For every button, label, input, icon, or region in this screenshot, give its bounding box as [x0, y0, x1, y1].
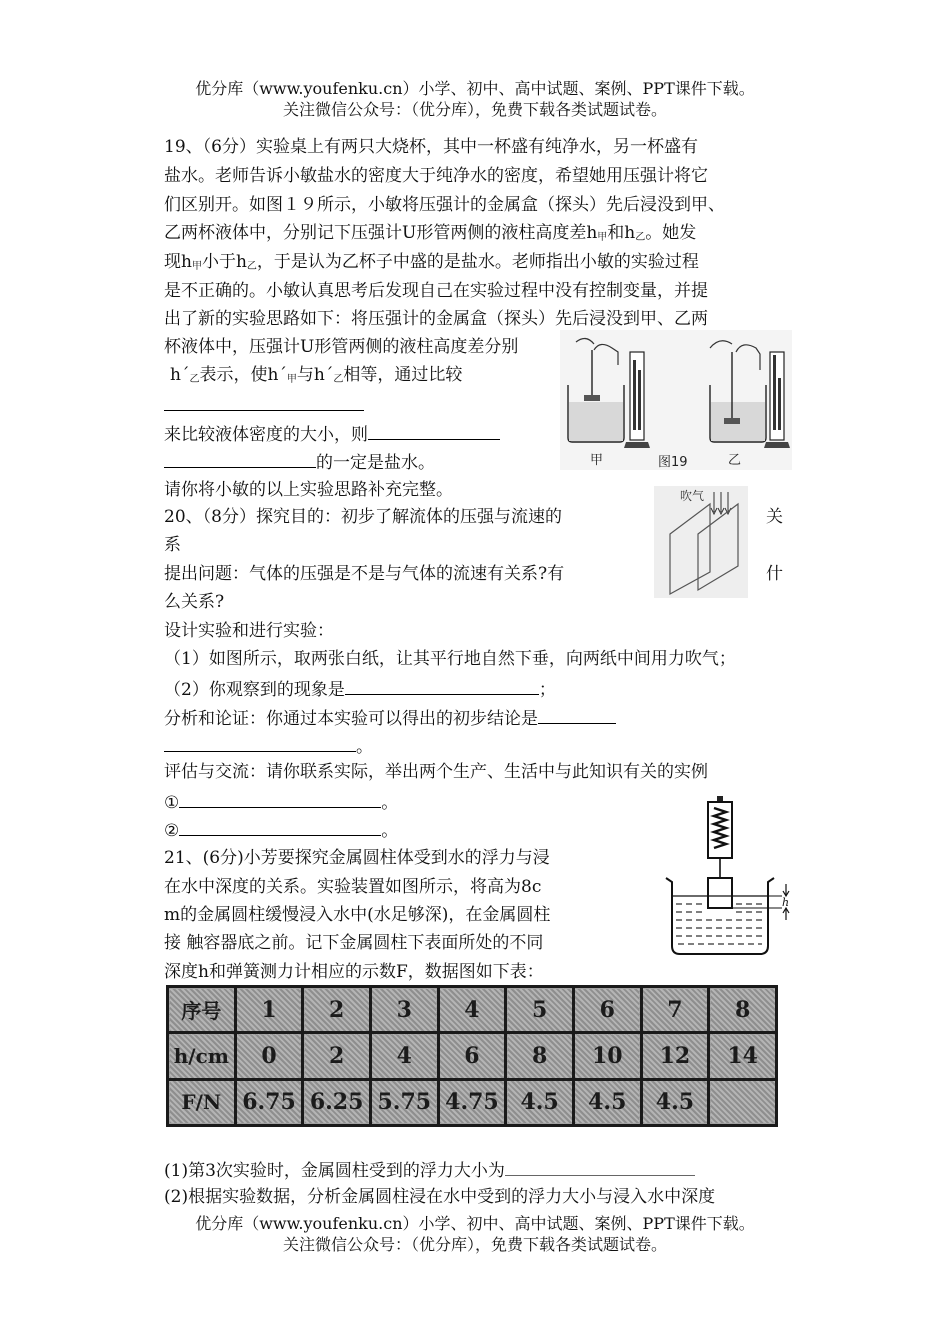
table-cell: 12	[641, 1033, 709, 1079]
q20-l11a: ①	[164, 793, 180, 813]
q20-line-8	[164, 705, 616, 731]
q21-line-4: 接 触容器底之前。记下金属圆柱下表面所处的不同	[164, 933, 544, 953]
figure-caption: 图19	[658, 455, 688, 470]
q20-l8: 分析和论证：你通过本实验可以得出的初步结论是	[164, 709, 538, 729]
answer-blank[interactable]	[179, 789, 381, 808]
answer-blank[interactable]	[164, 733, 356, 752]
q19-line-6: 是不正确的。小敏认真思考后发现自己在实验过程中没有控制变量，并提	[164, 281, 708, 301]
q21-line-3: m的金属圆柱缓慢浸入水中(水足够深)，在金属圆柱	[164, 905, 551, 925]
q19-line-1: 19、（6分）实验桌上有两只大烧杯，其中一杯盛有纯净水，另一杯盛有	[164, 137, 698, 157]
figure-label-jia: 甲	[590, 453, 604, 468]
answer-blank[interactable]	[538, 705, 616, 724]
q21-sub-1	[164, 1157, 695, 1183]
q20-line-2: 系	[164, 535, 181, 555]
blow-label: 吹气	[680, 489, 705, 503]
q20-line-4: 么关系?	[164, 592, 225, 612]
table-row	[168, 1033, 777, 1079]
q19-line-11	[164, 421, 500, 447]
q19-l5b: 小于h	[201, 252, 247, 272]
q19-l4b: 和h	[607, 223, 636, 243]
table-row	[168, 1079, 777, 1125]
q19-line-7: 出了新的实验思路如下：将压强计的金属盒（探头）先后浸没到甲、乙两	[164, 309, 708, 329]
sub-yi: 乙	[189, 374, 200, 385]
sub-jia: 甲	[286, 374, 297, 385]
q19-l9c: 与h´	[296, 365, 334, 385]
table-cell	[709, 1079, 777, 1125]
q19-line-10	[164, 392, 364, 418]
table-cell: 2	[303, 987, 371, 1033]
q20-line-12	[164, 817, 398, 843]
table-cell: 7	[641, 987, 709, 1033]
q20-line-3-end: 什	[766, 564, 783, 584]
q20-line-3: 提出问题：气体的压强是不是与气体的流速有关系?有	[164, 564, 565, 584]
q21-line-1: 21、(6分)小芳要探究金属圆柱体受到水的浮力与浸	[164, 848, 550, 868]
table-row	[168, 987, 777, 1033]
table-cell: 序号	[168, 987, 236, 1033]
header-line-2: 关注微信公众号：（优分库），免费下载各类试题试卷。	[282, 100, 667, 119]
q20-line-1-end: 关	[766, 507, 783, 527]
answer-blank[interactable]	[179, 817, 381, 836]
q19-line-5	[164, 250, 699, 279]
q19-l9b: 表示，使h´	[199, 365, 287, 385]
table-cell: 4.5	[641, 1079, 709, 1125]
q19-line-12	[164, 449, 435, 475]
data-table	[166, 985, 778, 1127]
footer-line-2: 关注微信公众号：（优分库），免费下载各类试题试卷。	[282, 1235, 667, 1254]
q20-l12a: ②	[164, 821, 180, 841]
table-cell: 6.25	[303, 1079, 371, 1125]
metal-cylinder-icon	[708, 878, 732, 908]
header-line-1: 优分库（www.youfenku.cn）小学、初中、高中试题、案例、PPT课件下载。	[195, 79, 755, 98]
q20-line-1: 20、（8分）探究目的：初步了解流体的压强与流速的	[164, 507, 562, 527]
sub-jia: 甲	[597, 232, 608, 243]
q20-line-6: （1）如图所示，取两张白纸，让其平行地自然下垂，向两纸中间用力吹气；	[164, 649, 736, 669]
q20-l7b: ；	[538, 680, 556, 700]
q21-s1: (1)第3次实验时，金属圆柱受到的浮力大小为	[164, 1161, 505, 1181]
q20-l11b: 。	[381, 793, 399, 813]
q19-line-3: 们区别开。如图１９所示，小敏将压强计的金属盒（探头）先后浸没到甲、	[164, 195, 725, 215]
table-cell: 14	[709, 1033, 777, 1079]
q20-line-7	[164, 676, 556, 702]
q20-line-9	[164, 733, 373, 759]
q20-l7a: （2）你观察到的现象是	[164, 680, 345, 700]
figure-label-yi: 乙	[728, 453, 742, 468]
q19-l9a: h´	[170, 365, 190, 385]
table-cell: 6	[438, 1033, 506, 1079]
figure-spring-scale	[664, 796, 798, 976]
footer-line-1: 优分库（www.youfenku.cn）小学、初中、高中试题、案例、PPT课件下载。	[195, 1214, 755, 1233]
table-cell: 3	[370, 987, 438, 1033]
q19-l12: 的一定是盐水。	[316, 453, 435, 473]
answer-blank[interactable]	[164, 392, 364, 411]
q20-l12b: 。	[381, 821, 399, 841]
table-cell: 4	[438, 987, 506, 1033]
figure-19-pressure-gauge	[560, 330, 792, 470]
q19-line-4	[164, 221, 696, 250]
q21-line-5: 深度h和弹簧测力计相应的示数F，数据图如下表：	[164, 962, 544, 982]
table-cell: 5.75	[370, 1079, 438, 1125]
table-cell: 4.75	[438, 1079, 506, 1125]
answer-blank[interactable]	[345, 676, 539, 695]
q19-line-9	[170, 363, 462, 392]
q19-line-2: 盐水。老师告诉小敏盐水的密度大于纯净水的密度，希望她用压强计将它	[164, 166, 708, 186]
depth-label: h	[782, 896, 790, 909]
sub-yi: 乙	[333, 374, 344, 385]
table-cell: 4.5	[573, 1079, 641, 1125]
sub-yi: 乙	[246, 261, 257, 272]
q19-line-8: 杯液体中，压强计U形管两侧的液柱高度差分别	[164, 337, 519, 357]
table-cell: 4	[370, 1033, 438, 1079]
q19-l4c: 。她发	[645, 223, 697, 243]
table-cell: 8	[506, 1033, 574, 1079]
q20-line-10: 评估与交流：请你联系实际，举出两个生产、生活中与此知识有关的实例	[164, 762, 708, 782]
u-tube-icon	[630, 352, 644, 440]
q19-l9d: 相等，通过比较	[343, 365, 463, 385]
q19-l5c: ，于是认为乙杯子中盛的是盐水。老师指出小敏的实验过程	[256, 252, 699, 272]
answer-blank[interactable]	[164, 449, 316, 468]
q20-l9: 。	[356, 737, 373, 757]
answer-blank[interactable]	[368, 421, 500, 440]
table-cell: F/N	[168, 1079, 236, 1125]
table-cell: 1	[235, 987, 303, 1033]
u-tube-icon	[770, 352, 784, 440]
q20-line-5: 设计实验和进行实验：	[164, 621, 334, 641]
table-cell: 6	[573, 987, 641, 1033]
q21-sub-2: (2)根据实验数据，分析金属圆柱浸在水中受到的浮力大小与浸入水中深度	[164, 1187, 716, 1207]
table-cell: 8	[709, 987, 777, 1033]
q19-line-13: 请你将小敏的以上实验思路补充完整。	[164, 480, 453, 500]
table-cell: 4.5	[506, 1079, 574, 1125]
q19-l4a: 乙两杯液体中，分别记下压强计U形管两侧的液柱高度差h	[164, 223, 598, 243]
sub-jia: 甲	[191, 261, 202, 272]
q20-line-11	[164, 789, 398, 815]
table-cell: 2	[303, 1033, 371, 1079]
table-cell: 0	[235, 1033, 303, 1079]
table-cell: 10	[573, 1033, 641, 1079]
figure-paper-blowing	[654, 486, 748, 598]
table-cell: 5	[506, 987, 574, 1033]
answer-blank[interactable]	[505, 1157, 695, 1176]
q21-line-2: 在水中深度的关系。实验装置如图所示，将高为8c	[164, 877, 542, 897]
page-footer	[0, 1213, 950, 1255]
q19-l5a: 现h	[164, 252, 192, 272]
page-header	[0, 78, 950, 120]
sub-yi: 乙	[635, 232, 646, 243]
table-cell: 6.75	[235, 1079, 303, 1125]
q19-l11: 来比较液体密度的大小，则	[164, 425, 368, 445]
table-cell: h/cm	[168, 1033, 236, 1079]
